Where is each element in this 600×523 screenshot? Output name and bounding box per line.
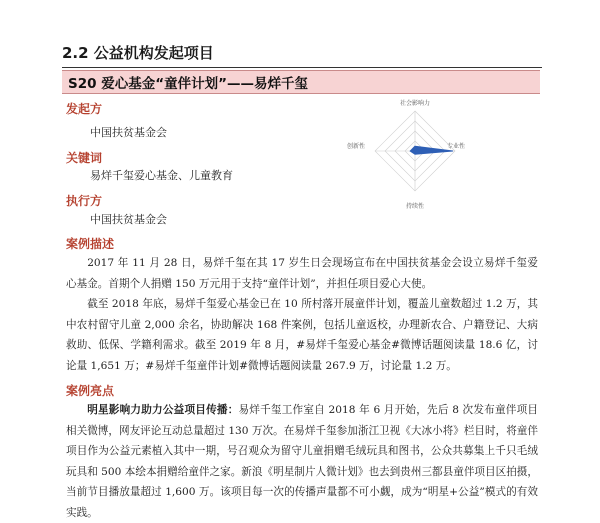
radar-axis-label-right: 专业性 [446,143,466,150]
highlights-lead: 明星影响力助力公益项目传播： [87,404,239,416]
radar-chart [340,96,470,216]
description-paragraph-1: 2017 年 11 月 28 日，易烊千玺在其 17 岁生日会现场宣布在中国扶贫基金会设立易烊千玺爱心基金。首期个人捐赠 150 万元用于支持“童伴计划”，并担任项目爱心大使。 [66,257,538,290]
section-title: 2.2 公益机构发起项目 [62,42,542,68]
description-label: 案例描述 [66,237,115,251]
keywords-label: 关键词 [66,151,103,165]
initiator-label: 发起方 [66,102,103,116]
initiator-value: 中国扶贫基金会 [90,126,167,139]
case-title: S20 爱心基金“童伴计划”——易烊千玺 [68,76,308,92]
radar-axis-label-left: 创新性 [346,143,366,150]
executor-value: 中国扶贫基金会 [90,213,167,226]
highlights-body: 易烊千玺工作室自 2018 年 6 月开始，先后 8 次发布童伴项目相关微博，网友评论互动总量超过 130 万次。在易烊千玺参加浙江卫视《大冰小将》栏目时，将童伴项目作为公益元素植入其中一期，号召观众为留守儿童捐赠毛绒玩具和图书，公众共募集上千只毛绒玩具和 500 本绘本捐赠给童伴之家。新浪《明星制片人微计划》也去到贵州三都县童伴项目区拍摄，当前节目播放量超过 1,600 万。该项目每一次的传播声量都不可小觑，成为“明星+公益”模式的有效实践。 [66,404,538,519]
highlights-label: 案例亮点 [66,384,115,398]
keywords-value: 易烊千玺爱心基金、儿童教育 [90,169,233,182]
radar-axis-label-top: 社会影响力 [399,100,431,107]
executor-label: 执行方 [66,194,103,208]
description-paragraph-2: 截至 2018 年底，易烊千玺爱心基金已在 10 所村落开展童伴计划，覆盖儿童数超过 1.2 万，其中农村留守儿童 2,000 余名，协助解决 168 件案例，包括儿童返校，办理新农合、户籍登记、大病救助、低保、学籍利需求。截至 2019 年 8 月，#易烊千玺爱心基金#微博话题阅读量 18.6 亿，讨论量 1,651 万；#易烊千玺童伴计划#微博话题阅读量 267.9 万，讨论量 1.2 万。 [66,298,538,372]
radar-axis-label-bottom: 持续性 [405,203,425,210]
highlights-paragraph [66,400,538,523]
